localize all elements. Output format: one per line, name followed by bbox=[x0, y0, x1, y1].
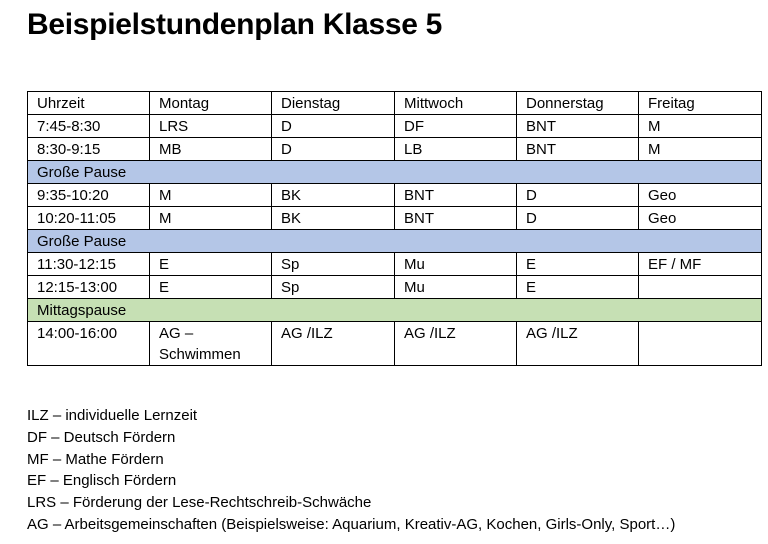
time-cell: 14:00-16:00 bbox=[28, 322, 150, 366]
lesson-cell: AG – Schwimmen bbox=[150, 322, 272, 366]
header-cell: Dienstag bbox=[272, 92, 395, 115]
lesson-cell: MB bbox=[150, 138, 272, 161]
legend bbox=[27, 405, 675, 536]
lesson-cell: AG /ILZ bbox=[517, 322, 639, 366]
lesson-cell: AG /ILZ bbox=[395, 322, 517, 366]
time-cell: 9:35-10:20 bbox=[28, 184, 150, 207]
table-row bbox=[28, 115, 762, 138]
lesson-cell: EF / MF bbox=[639, 253, 762, 276]
pause-label: Große Pause bbox=[28, 161, 762, 184]
lesson-cell: Geo bbox=[639, 207, 762, 230]
lesson-cell: D bbox=[272, 115, 395, 138]
lesson-cell: M bbox=[639, 115, 762, 138]
lesson-cell: DF bbox=[395, 115, 517, 138]
lesson-cell: D bbox=[517, 184, 639, 207]
lesson-cell: Mu bbox=[395, 276, 517, 299]
header-cell: Montag bbox=[150, 92, 272, 115]
table-row bbox=[28, 138, 762, 161]
lunch-label: Mittagspause bbox=[28, 299, 762, 322]
legend-item: EF – Englisch Fördern bbox=[27, 472, 177, 490]
lesson-cell: BNT bbox=[395, 207, 517, 230]
lesson-cell: D bbox=[517, 207, 639, 230]
lesson-cell: BK bbox=[272, 184, 395, 207]
header-cell: Donnerstag bbox=[517, 92, 639, 115]
lesson-cell: D bbox=[272, 138, 395, 161]
legend-item: MF – Mathe Fördern bbox=[27, 450, 164, 468]
lesson-cell: AG /ILZ bbox=[272, 322, 395, 366]
lesson-cell bbox=[639, 276, 762, 299]
lesson-cell: M bbox=[150, 207, 272, 230]
page-title: Beispielstundenplan Klasse 5 bbox=[27, 8, 443, 41]
time-cell: 11:30-12:15 bbox=[28, 253, 150, 276]
table-row bbox=[28, 322, 762, 366]
legend-item: AG – Arbeitsgemeinschaften (Beispielsweise: Aquarium, Kreativ-AG, Kochen, Girls-Only, Sport…) bbox=[27, 515, 676, 533]
lesson-cell: BNT bbox=[517, 138, 639, 161]
time-cell: 12:15-13:00 bbox=[28, 276, 150, 299]
legend-item: ILZ – individuelle Lernzeit bbox=[27, 407, 198, 424]
pause-row bbox=[28, 230, 762, 253]
legend-item: LRS – Förderung der Lese-Rechtschreib-Schwäche bbox=[27, 494, 372, 512]
table-row bbox=[28, 207, 762, 230]
lesson-cell bbox=[639, 322, 762, 366]
time-cell: 10:20-11:05 bbox=[28, 207, 150, 230]
lunch-row bbox=[28, 299, 762, 322]
lesson-cell: BK bbox=[272, 207, 395, 230]
pause-label: Große Pause bbox=[28, 230, 762, 253]
header-cell: Freitag bbox=[639, 92, 762, 115]
pause-row bbox=[28, 161, 762, 184]
lesson-cell: Sp bbox=[272, 276, 395, 299]
time-cell: 7:45-8:30 bbox=[28, 115, 150, 138]
lesson-cell: LRS bbox=[150, 115, 272, 138]
timetable bbox=[27, 91, 762, 366]
lesson-cell: M bbox=[639, 138, 762, 161]
lesson-cell: Geo bbox=[639, 184, 762, 207]
lesson-cell: E bbox=[150, 276, 272, 299]
time-cell: 8:30-9:15 bbox=[28, 138, 150, 161]
lesson-cell: E bbox=[150, 253, 272, 276]
table-header-row bbox=[28, 92, 762, 115]
header-cell: Uhrzeit bbox=[28, 92, 150, 115]
lesson-cell: Sp bbox=[272, 253, 395, 276]
table-row bbox=[28, 184, 762, 207]
lesson-cell: M bbox=[150, 184, 272, 207]
lesson-cell: E bbox=[517, 253, 639, 276]
lesson-cell: BNT bbox=[517, 115, 639, 138]
lesson-cell: E bbox=[517, 276, 639, 299]
table-row bbox=[28, 276, 762, 299]
lesson-cell: LB bbox=[395, 138, 517, 161]
table-row bbox=[28, 253, 762, 276]
lesson-cell: Mu bbox=[395, 253, 517, 276]
header-cell: Mittwoch bbox=[395, 92, 517, 115]
lesson-cell: BNT bbox=[395, 184, 517, 207]
legend-item: DF – Deutsch Fördern bbox=[27, 428, 176, 446]
